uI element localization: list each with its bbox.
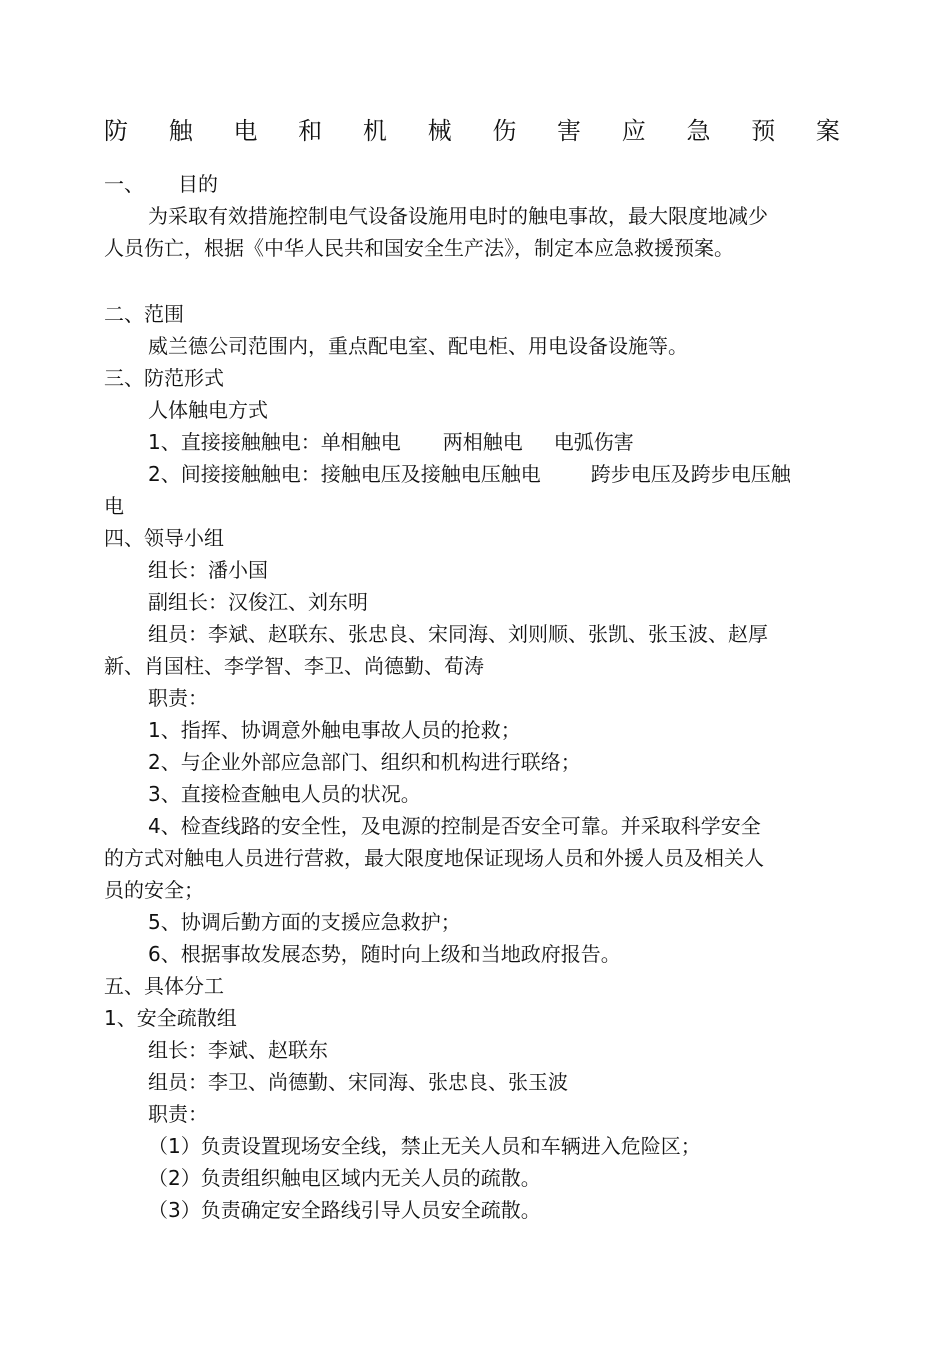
title-char: 触: [168, 117, 193, 145]
section-1-title: 目的: [178, 172, 218, 196]
list-item: 3、直接检查触电人员的状况。: [148, 782, 421, 806]
title-char: 械: [427, 117, 452, 145]
duty-label: 职责：: [148, 686, 208, 710]
section-5-heading: 五、具体分工: [104, 974, 224, 998]
list-item: [148, 460, 791, 488]
members-line: 组员：李斌、赵联东、张忠良、宋同海、刘则顺、张凯、张玉波、赵厚: [148, 622, 768, 646]
section-4-heading: 四、领导小组: [104, 526, 224, 550]
list-item-text: 2、间接接触触电：接触电压及接触电压触电: [148, 462, 541, 486]
duty-label: 职责：: [148, 1102, 208, 1126]
members-line: 新、肖国柱、李学智、李卫、尚德勤、荀涛: [104, 654, 484, 678]
list-item-text: 跨步电压及跨步电压触: [590, 462, 791, 486]
title-char: 急: [686, 117, 711, 145]
leader-line: 组长：潘小国: [148, 558, 268, 582]
section-2-heading: 二、范围: [104, 302, 184, 326]
paragraph: 为采取有效措施控制电气设备设施用电时的触电事故，最大限度地减少: [148, 204, 768, 228]
title-char: 电: [233, 117, 258, 145]
list-item: 2、与企业外部应急部门、组织和机构进行联络；: [148, 750, 581, 774]
document-title: [104, 114, 840, 148]
section-1-number: 一、: [104, 172, 144, 196]
paragraph: 人员伤亡，根据《中华人民共和国安全生产法》，制定本应急救援预案。: [104, 236, 734, 260]
list-item-continuation: 员的安全；: [104, 878, 204, 902]
section-1-heading: [104, 170, 218, 198]
list-item: 1、指挥、协调意外触电事故人员的抢救；: [148, 718, 521, 742]
title-char: 应: [621, 117, 646, 145]
title-char: 案: [815, 117, 840, 145]
members-line: 组员：李卫、尚德勤、宋同海、张忠良、张玉波: [148, 1070, 568, 1094]
leader-line: 组长：李斌、赵联东: [148, 1038, 328, 1062]
list-item-continuation: 的方式对触电人员进行营救，最大限度地保证现场人员和外援人员及相关人: [104, 846, 764, 870]
list-item-continuation: 电: [104, 494, 124, 518]
list-item-text: 两相触电: [442, 430, 523, 454]
list-item-text: 1、直接接触触电：单相触电: [148, 430, 401, 454]
title-char: 伤: [492, 117, 517, 145]
paragraph: 威兰德公司范围内，重点配电室、配电柜、用电设备设施等。: [148, 334, 688, 358]
section-3-heading: 三、防范形式: [104, 366, 224, 390]
list-item: （1）负责设置现场安全线，禁止无关人员和车辆进入危险区；: [148, 1134, 701, 1158]
list-item: 4、检查线路的安全性，及电源的控制是否安全可靠。并采取科学安全: [148, 814, 761, 838]
list-item: 5、协调后勤方面的支援应急救护；: [148, 910, 461, 934]
title-char: 和: [298, 117, 323, 145]
subheading: 人体触电方式: [148, 398, 268, 422]
deputy-leader-line: 副组长：汉俊江、刘东明: [148, 590, 368, 614]
title-char: 机: [362, 117, 387, 145]
list-item: 6、根据事故发展态势，随时向上级和当地政府报告。: [148, 942, 621, 966]
list-item: （2）负责组织触电区域内无关人员的疏散。: [148, 1166, 541, 1190]
list-item-text: 电弧伤害: [553, 430, 634, 454]
title-char: 防: [104, 117, 128, 145]
title-char: 预: [751, 117, 776, 145]
title-char: 害: [557, 117, 582, 145]
group-heading: 1、安全疏散组: [104, 1006, 237, 1030]
list-item: （3）负责确定安全路线引导人员安全疏散。: [148, 1198, 541, 1222]
list-item: [148, 428, 634, 456]
